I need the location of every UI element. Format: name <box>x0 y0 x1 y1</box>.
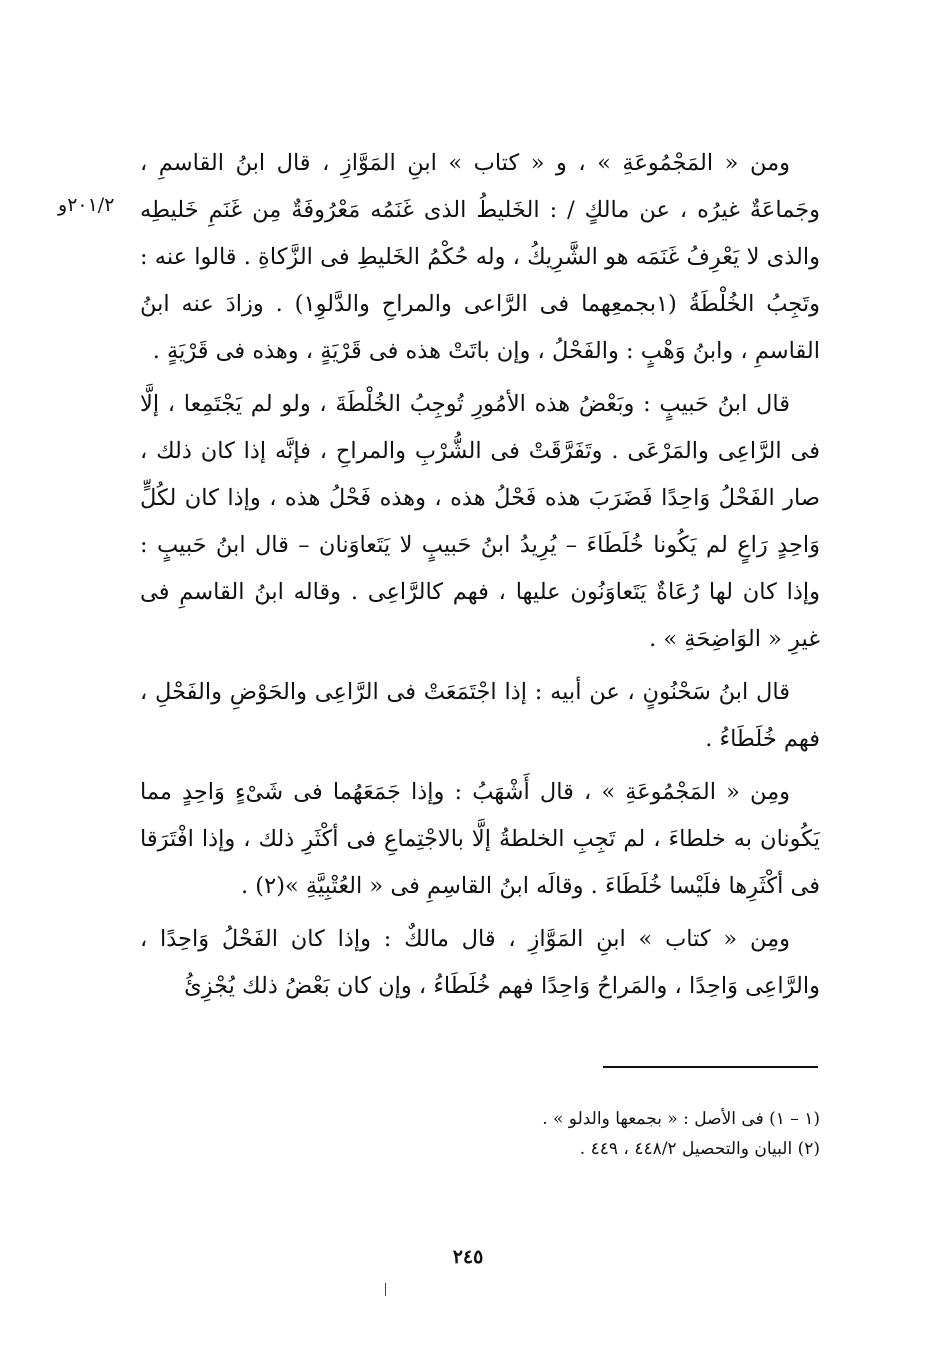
footnotes <box>360 1104 820 1164</box>
paragraph-1: ومن « المَجْمُوعَةِ » ، و « كتاب » ابنِ المَوَّازِ ، قال ابنُ القاسمِ ، وجَماعَةٌ غيرُه ، عن مالكٍ / : الخَليطُ الذى غَنَمُه مَعْرُوفَةٌ مِن غَنَمِ خَليطِه والذى لا يَعْرِفُ غَنَمَه هو الشَّرِيكُ ، وله حُكْمُ الخَليطِ فى الزَّكاةِ . قالوا عنه : وتَجِبُ الخُلْطَةُ (١بجمعِهما فى الرَّاعى والمراحِ والدَّلوِ١) . وزادَ عنه ابنُ القاسمِ ، وابنُ وَهْبٍ : والفَحْلُ ، وإن باتَتْ هذه فى قَرْيَةٍ ، وهذه فى قَرْيَةٍ . <box>140 150 820 364</box>
paragraph-2: قال ابنُ حَبيبٍ : وبَعْضُ هذه الأمُورِ تُوجِبُ الخُلْطَةَ ، ولو لم يَجْتَمِعا ، إلَّا فى الرَّاعِى والمَرْعَى . وتَفَرَّقَتْ فى الشُّرْبِ والمراحِ ، فإنَّه إذا كان ذلك ، صار الفَحْلُ وَاحِدًا فَضَرَبَ هذه فَحْلُ هذه ، وهذه فَحْلُ هذه ، وإذا كان لكُلٍّ وَاحِدٍ رَاعٍ لم يَكُونا خُلَطَاءَ – يُرِيدُ ابنُ حَبيبٍ لا يَتَعاوَنان – قال ابنُ حَبيبٍ : وإذا كان لها رُعَاةٌ يَتَعاوَنُون عليها ، فهم كالرَّاعِى . وقاله ابنُ القاسمِ فى غيرِ « الوَاضِحَةِ » . <box>140 391 820 652</box>
paragraph-4: ومِن « المَجْمُوعَةِ » ، قال أَشْهَبُ : وإذا جَمَعَهُما فى شَىْءٍ وَاحِدٍ مما يَكُونان به خلطاءَ ، لم تَجِبِ الخلطةُ إلَّا بالاجْتِماعِ فى أكْثَرِ ذلك ، وإذا افْتَرَقا فى أكْثَرِها فلَيْسا خُلَطَاءَ . وقالَه ابنُ القاسِمِ فى « العُتْبِيَّةِ »(٢) . <box>140 779 820 899</box>
scan-mark <box>385 1283 386 1296</box>
paragraph-5: ومِن « كتاب » ابنِ المَوَّازِ ، قال مالكٌ : وإذا كان الفَحْلُ وَاحِدًا ، والرَّاعِى وَاحِدًا ، والمَراحُ وَاحِدًا فهم خُلَطَاءُ ، وإن كان بَعْضُ ذلك يُجْزِئُ <box>140 926 820 999</box>
footnote-2: (٢) البيان والتحصيل ٤٤٨/٢ ، ٤٤٩ . <box>579 1139 820 1159</box>
margin-folio-note: ٢٠١/٢و <box>58 194 115 216</box>
footnote-separator <box>603 1066 818 1068</box>
paragraph-3: قال ابنُ سَحْنُونٍ ، عن أبيه : إذا اجْتَمَعَتْ فى الرَّاعِى والحَوْضِ والفَحْلِ ، فهم خُلَطَاءُ . <box>140 679 820 752</box>
footnote-1: (١ – ١) فى الأصل : « بجمعها والدلو » . <box>542 1109 820 1129</box>
page-number: ٢٤٥ <box>452 1246 484 1268</box>
main-text <box>140 140 820 1014</box>
